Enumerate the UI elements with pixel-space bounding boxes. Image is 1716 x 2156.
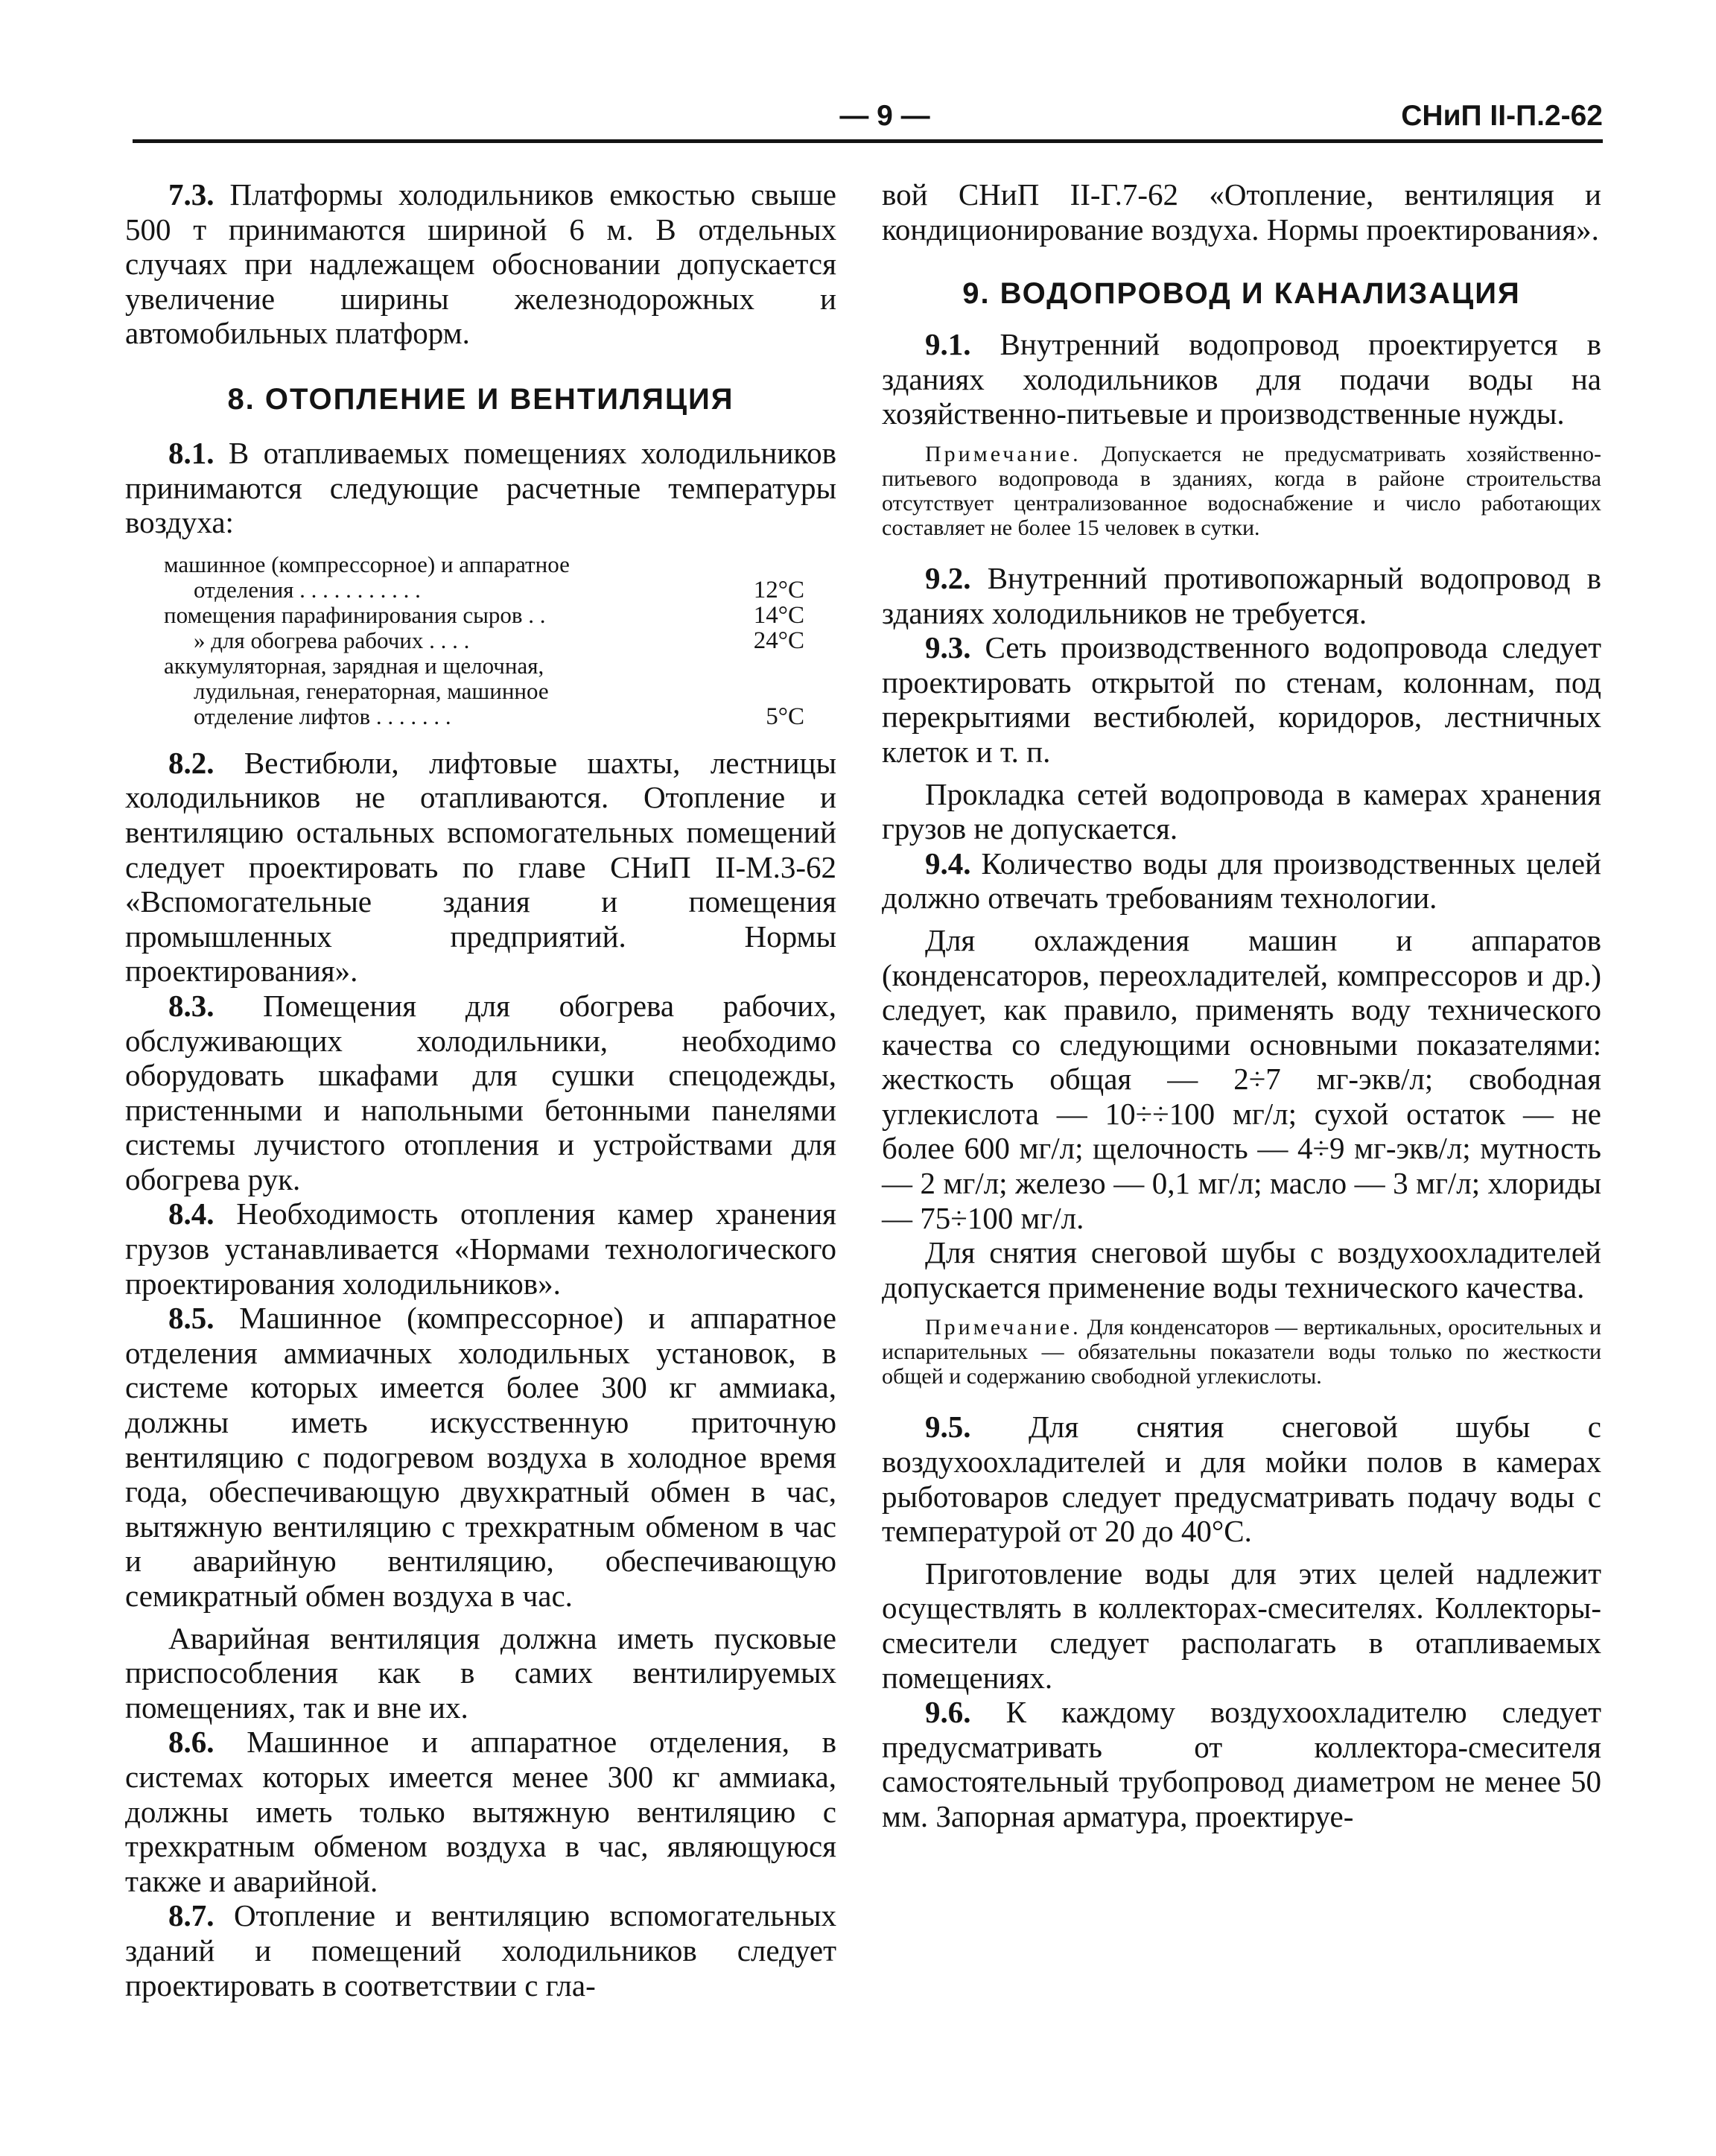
note-9-1 — [882, 442, 1601, 540]
paragraph-8-2 — [125, 746, 836, 989]
paragraph-text: Вестибюли, лифтовые шахты, лестницы холодильников не отапливаются. Отопление и вентиляцию остальных вспомогательных помещений следует проектировать по главе СНиП II-М.3-62 «Вспомогательные здания и помещения промышленных предприятий. Нормы проектирования». — [125, 745, 836, 989]
temperature-value — [715, 653, 804, 679]
page-header — [133, 100, 1603, 136]
clause-number: 8.3. — [168, 988, 214, 1023]
paragraph-text: Внутренний противопожарный водопровод в зданиях холодильников не требуется. — [882, 560, 1601, 630]
paragraph-9-1 — [882, 327, 1601, 431]
temperature-row — [164, 679, 804, 704]
temperature-label: лудильная, генераторная, машинное — [194, 677, 549, 704]
temperature-row — [164, 577, 804, 603]
paragraph-8-6 — [125, 1725, 836, 1898]
paragraph-text: К каждому воздухоохладителю следует предусматривать от коллектора-смесителя самостоятельный трубопровод диаметром не менее 50 мм. Запорная арматура, проектируе- — [882, 1695, 1602, 1833]
clause-number: 8.7. — [168, 1898, 214, 1933]
section-heading-9: 9. ВОДОПРОВОД И КАНАЛИЗАЦИЯ — [962, 277, 1521, 311]
temperature-value — [715, 552, 804, 577]
temperature-row — [164, 552, 804, 577]
temperature-value: 12°C — [753, 576, 804, 603]
paragraph-9-4-defrost: Для снятия снеговой шубы с воздухоохладителей допускается применение воды технического качества. — [882, 1235, 1601, 1304]
paragraph-9-4-cooling: Для охлаждения машин и аппаратов (конденсаторов, переохладителей, компрессоров и др.) следует, как правило, применять воду технического качества со следующими основными показателями: жесткость общая — 2÷7 мг-экв/л; свободная углекислота — 10÷÷100 мг/л; сухой остаток — не более 600 мг/л; щелочность — 4÷9 мг-экв/л; мутность — 2 мг/л; железо — 0,1 мг/л; масло — 3 мг/л; хлориды — 75÷100 мг/л. — [882, 922, 1601, 1235]
clause-number: 8.1. — [168, 435, 214, 470]
temperature-value — [715, 679, 804, 704]
paragraph-text: Отопление и вентиляцию вспомогательных зданий и помещений холодильников следует проектировать в соответствии с гла- — [125, 1898, 836, 2003]
paragraph-text: Помещения для обогрева рабочих, обслуживающих холодильники, необходимо оборудовать шкафами для сушки спецодежды, пристенными и напольными бетонными панелями системы лучистого отопления и устройствами для обогрева рук. — [125, 988, 837, 1196]
temperature-table — [164, 552, 804, 729]
note-label: Примечание. — [925, 441, 1081, 466]
temperature-label: машинное (компрессорное) и аппаратное — [164, 551, 570, 577]
clause-number: 9.4. — [925, 846, 971, 881]
temperature-label: аккумуляторная, зарядная и щелочная, — [164, 652, 544, 679]
paragraph-9-5 — [882, 1410, 1601, 1548]
temperature-label: » для обогрева рабочих . . . . — [194, 627, 470, 653]
paragraph-text: В отапливаемых помещениях холодильников принимаются следующие расчетные температуры воздуха: — [125, 435, 836, 540]
paragraph-text: Сеть производственного водопровода следует проектировать открытой по стенам, колоннам, под перекрытиями вестибюлей, коридоров, лестничных клеток и т. п. — [882, 630, 1601, 769]
temperature-row — [164, 628, 804, 653]
temperature-label: помещения парафинирования сыров . . — [164, 601, 546, 628]
clause-number: 8.2. — [168, 745, 214, 780]
note-text: Допускается не предусматривать хозяйственно-питьевого водопровода в зданиях, когда в районе строительства отсутствует централизованное водоснабжение и число работающих составляет не более 15 человек в сутки. — [882, 441, 1601, 540]
paragraph-8-4 — [125, 1196, 836, 1301]
paragraph-8-7-continued: вой СНиП II-Г.7-62 «Отопление, вентиляция и кондиционирование воздуха. Нормы проектирования». — [882, 177, 1601, 247]
paragraph-8-3 — [125, 989, 836, 1197]
temperature-row — [164, 653, 804, 679]
note-text: Для конденсаторов — вертикальных, оросительных и испарительных — обязательны показатели воды только по жесткости общей и содержанию свободной углекислоты. — [882, 1315, 1601, 1389]
clause-number: 9.5. — [925, 1410, 971, 1445]
right-column — [882, 177, 1601, 1834]
paragraph-8-7 — [125, 1898, 836, 2003]
paragraph-9-3 — [882, 630, 1601, 769]
document-code: СНиП II-П.2-62 — [1401, 100, 1603, 132]
paragraph-text: Количество воды для производственных целей должно отвечать требованиям технологии. — [882, 846, 1602, 916]
paragraph-8-1 — [125, 436, 836, 540]
clause-number: 9.2. — [925, 560, 971, 595]
paragraph-9-4 — [882, 846, 1601, 916]
paragraph-9-6 — [882, 1695, 1601, 1833]
temperature-row — [164, 704, 804, 729]
clause-number: 9.3. — [925, 630, 971, 665]
paragraph-text: Внутренний водопровод проектируется в зданиях холодильников для подачи воды на хозяйственно-питьевые и производственные нужды. — [882, 327, 1601, 431]
temperature-value: 24°C — [753, 627, 804, 654]
paragraph-8-5 — [125, 1301, 836, 1613]
clause-number: 8.4. — [168, 1196, 214, 1231]
section-heading-8: 8. ОТОПЛЕНИЕ И ВЕНТИЛЯЦИЯ — [227, 382, 734, 416]
temperature-label: отделение лифтов . . . . . . . — [194, 703, 451, 729]
temperature-value: 14°C — [753, 601, 804, 629]
paragraph-text: Машинное (компрессорное) и аппаратное отделения аммиачных холодильных установок, в системе которых имеется более 300 кг аммиака, должны иметь искусственную приточную вентиляцию с подогревом воздуха в холодное время года, обеспечивающую двухкратный обмен в час, вытяжную вентиляцию с трехкратным обменом в час и аварийную вентиляцию, обеспечивающую семикратный обмен воздуха в час. — [125, 1301, 836, 1613]
header-rule — [133, 139, 1603, 143]
clause-number: 8.6. — [168, 1725, 214, 1760]
note-9-4 — [882, 1315, 1601, 1389]
paragraph-text: Необходимость отопления камер хранения грузов устанавливается «Нормами технологического проектирования холодильников». — [125, 1196, 837, 1301]
paragraph-9-5-mixers: Приготовление воды для этих целей надлежит осуществлять в коллекторах-смесителях. Коллекторы-смесители следует располагать в отапливаемых помещениях. — [882, 1556, 1601, 1695]
clause-number: 8.5. — [168, 1301, 214, 1336]
paragraph-8-5-emergency: Аварийная вентиляция должна иметь пусковые приспособления как в самих вентилируемых помещениях, так и вне их. — [125, 1620, 836, 1725]
note-label: Примечание. — [925, 1315, 1081, 1340]
temperature-label: отделения . . . . . . . . . . . — [194, 576, 421, 603]
clause-number: 7.3. — [168, 177, 214, 212]
page-number: — 9 — — [839, 100, 930, 132]
paragraph-9-2 — [882, 561, 1601, 630]
paragraph-7-3 — [125, 177, 836, 351]
paragraph-text: Для снятия снеговой шубы с воздухоохладителей и для мойки полов в камерах рыботоваров следует предусматривать подачу воды с температурой от 20 до 40°С. — [882, 1410, 1602, 1549]
clause-number: 9.1. — [925, 327, 971, 362]
temperature-value: 5°C — [766, 703, 804, 730]
paragraph-9-3-laying: Прокладка сетей водопровода в камерах хранения грузов не допускается. — [882, 776, 1601, 846]
paragraph-text: Машинное и аппаратное отделения, в системах которых имеется менее 300 кг аммиака, должны иметь только вытяжную вентиляцию с трехкратным обменом воздуха в час, являющуюся также и аварийной. — [125, 1725, 837, 1898]
paragraph-text: Платформы холодильников емкостью свыше 500 т принимаются шириной 6 м. В отдельных случаях при надлежащем обосновании допускается увеличение ширины железнодорожных и автомобильных платформ. — [125, 177, 837, 351]
clause-number: 9.6. — [925, 1695, 971, 1730]
left-column — [125, 177, 836, 2003]
temperature-row — [164, 603, 804, 628]
